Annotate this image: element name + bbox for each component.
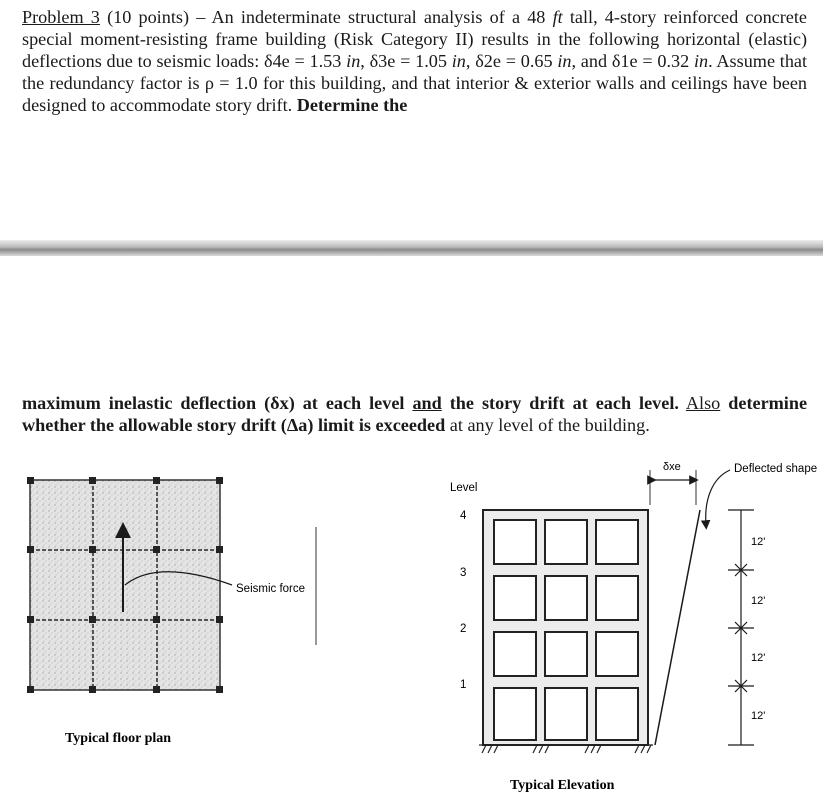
elevation xyxy=(450,461,817,793)
level-label-2: 2 xyxy=(460,623,467,635)
deflection-level-2: δ2e = 0.65 xyxy=(475,51,553,71)
unit-in-1: in xyxy=(693,51,709,71)
continuation-and: and xyxy=(412,393,442,413)
continuation-part-2: the story drift at each level. xyxy=(449,393,679,413)
problem-intro: – An indeterminate structural analysis of a 48 xyxy=(196,7,546,27)
unit-in-2: in xyxy=(557,51,572,71)
deflection-level-3: δ3e = 1.05 xyxy=(369,51,447,71)
continuation-part-3: determine whether the allowable story drift (Δa) limit is exceeded xyxy=(22,393,808,435)
deflection-level-4: δ4e = 1.53 xyxy=(264,51,342,71)
delta-label: δxe xyxy=(663,461,681,473)
ground-supports xyxy=(479,745,653,753)
problem-points: (10 points) xyxy=(107,7,190,27)
deflected-shape-label: Deflected shape xyxy=(734,463,818,475)
problem-intro-2: tall, 4-story reinforced concrete special moment-resisting frame building (Risk Category II) results in the following horizontal (elastic) deflections due to seismic loads: xyxy=(22,7,807,71)
deflected-shape-pointer xyxy=(706,470,730,525)
redundancy-text: Assume that the redundancy factor is ρ = 1.0 for this building, and that interior & exterior walls and ceilings have been designed to accommodate story drift. xyxy=(22,51,808,115)
level-header: Level xyxy=(450,482,478,494)
story-height-2: 12' xyxy=(751,652,766,664)
story-height-3: 12' xyxy=(751,595,766,607)
continuation-part-1: maximum inelastic deflection (δx) at each level xyxy=(22,393,405,413)
problem-statement: Problem 3 (10 points) – An indeterminate structural analysis of a 48 ft tall, 4-story reinforced concrete special moment-resisting frame building (Risk Category II) results in the following horizontal (elastic) deflections due to seismic loads: δ4e = 1.53 in, δ3e = 1.05 in, δ2e = 0.65 in, and δ1e = 0.32 in. Assume that the redundancy factor is ρ = 1.0 for this building, and that interior & exterior walls and ceilings have been designed to accommodate story drift. Determine the xyxy=(22,7,808,115)
frame xyxy=(483,510,648,745)
ft-unit: ft xyxy=(552,7,563,27)
continuation-also: Also xyxy=(685,393,721,413)
determine-text: Determine the xyxy=(296,95,408,115)
story-height-4: 12' xyxy=(751,536,766,548)
level-label-1: 1 xyxy=(460,679,467,691)
seismic-force-label: Seismic force xyxy=(236,583,306,595)
level-label-3: 3 xyxy=(460,567,467,579)
level-label-4: 4 xyxy=(460,510,467,522)
continuation-part-4: at any level of the building. xyxy=(449,415,650,435)
unit-in-4: in xyxy=(346,51,361,71)
deflection-level-1: δ1e = 0.32 xyxy=(611,51,690,71)
elevation-caption: Typical Elevation xyxy=(510,778,615,793)
floor-plan-caption: Typical floor plan xyxy=(65,731,172,746)
story-height-1: 12' xyxy=(751,710,766,722)
problem-label: Problem 3 xyxy=(22,7,100,27)
unit-in-3: in xyxy=(451,51,466,71)
floor-plan xyxy=(27,477,316,746)
deflected-shape-line xyxy=(655,510,700,745)
